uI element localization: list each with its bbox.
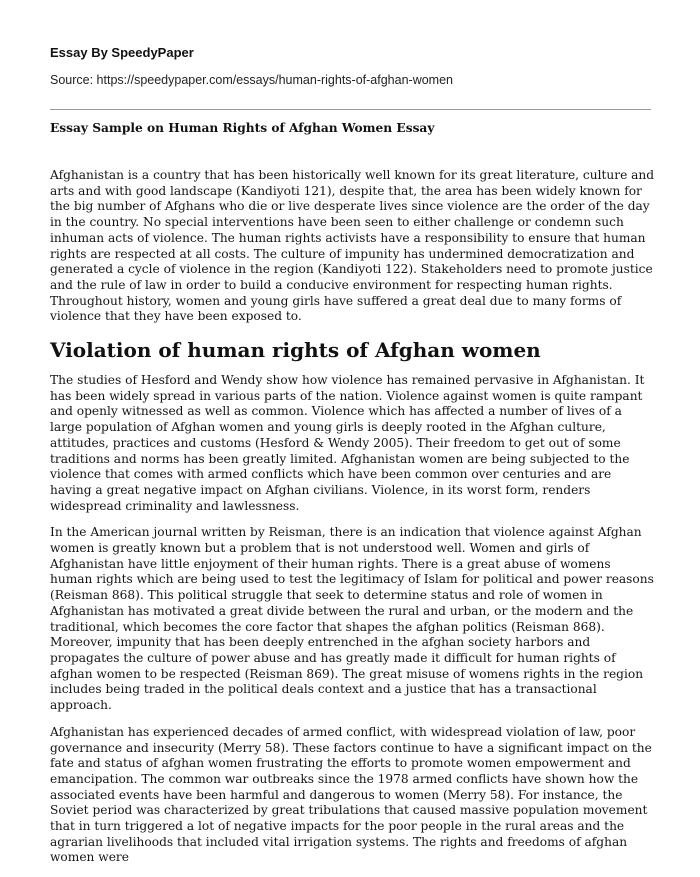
header-divider	[50, 109, 651, 110]
intro-paragraph: Afghanistan is a country that has been historically well known for its great literature, culture and arts and with good landscape (Kandiyoti 121), despite that, the area has been widely known for the big number of Afghans who die or live desperate lives since violence are the order of the day in the country. No special interventions have been seen to either challenge or condemn such inhuman acts of violence. The human rights activists have a responsibility to ensure that human rights are respected at all costs. The culture of impunity has undermined democratization and generated a cycle of violence in the region (Kandiyoti 122). Stakeholders need to promote justice and the rule of law in order to build a conducive environment for respecting human rights. Throughout history, women and young girls have suffered a great deal due to many forms of violence that they have been exposed to.	[50, 168, 655, 324]
section-heading: Violation of human rights of Afghan women	[50, 338, 541, 363]
body-paragraph-3: Afghanistan has experienced decades of armed conflict, with widespread violation of law, poor governance and insecurity (Merry 58). These factors continue to have a significant impact on the fate and status of afghan women frustrating the efforts to promote women empowerment and emancipation. The common war outbreaks since the 1978 armed conflicts have shown how the associated events have been harmful and dangerous to women (Merry 58). For instance, the Soviet period was characterized by great tribulations that caused massive population movement that in turn triggered a lot of negative impacts for the poor people in the rural areas and the agrarian livelihoods that included vital irrigation systems. The rights and freedoms of afghan women were	[50, 724, 652, 865]
brand-title: Essay By SpeedyPaper	[50, 45, 194, 60]
essay-body	[50, 168, 656, 877]
essay-title: Essay Sample on Human Rights of Afghan Women Essay	[50, 121, 435, 135]
body-paragraph-1: The studies of Hesford and Wendy show how violence has remained pervasive in Afghanistan. It has been widely spread in various parts of the nation. Violence against women is quite rampant and openly witnessed as well as common. Violence which has affected a number of lives of a large population of Afghan women and young girls is deeply rooted in the Afghan culture, attitudes, practices and customs (Hesford & Wendy 2005). Their freedom to get out of some traditions and norms has been greatly limited. Afghanistan women are being subjected to the violence that comes with armed conflicts which have been common over centuries and are having a great negative impact on Afghan civilians. Violence, in its worst form, renders widespread criminality and lawlessness.	[50, 373, 645, 513]
body-paragraph-2: In the American journal written by Reisman, there is an indication that violence against Afghan women is greatly known but a problem that is not understood well. Women and girls of Afghanistan have little enjoyment of their human rights. There is a great abuse of womens human rights which are being used to test the legitimacy of Islam for political and power reasons (Reisman 868). This political struggle that seek to determine status and role of women in Afghanistan has motivated a great divide between the rural and urban, or the modern and the traditional, which becomes the core factor that shapes the afghan politics (Reisman 868). Moreover, impunity that has been deeply entrenched in the afghan society harbors and propagates the culture of power abuse and has greatly made it difficult for human rights of afghan women to be respected (Reisman 869). The great misuse of womens rights in the region includes being traded in the political deals context and a justice that has a transactional approach.	[50, 525, 654, 713]
source-line: Source: https://speedypaper.com/essays/human-rights-of-afghan-women	[50, 73, 453, 87]
